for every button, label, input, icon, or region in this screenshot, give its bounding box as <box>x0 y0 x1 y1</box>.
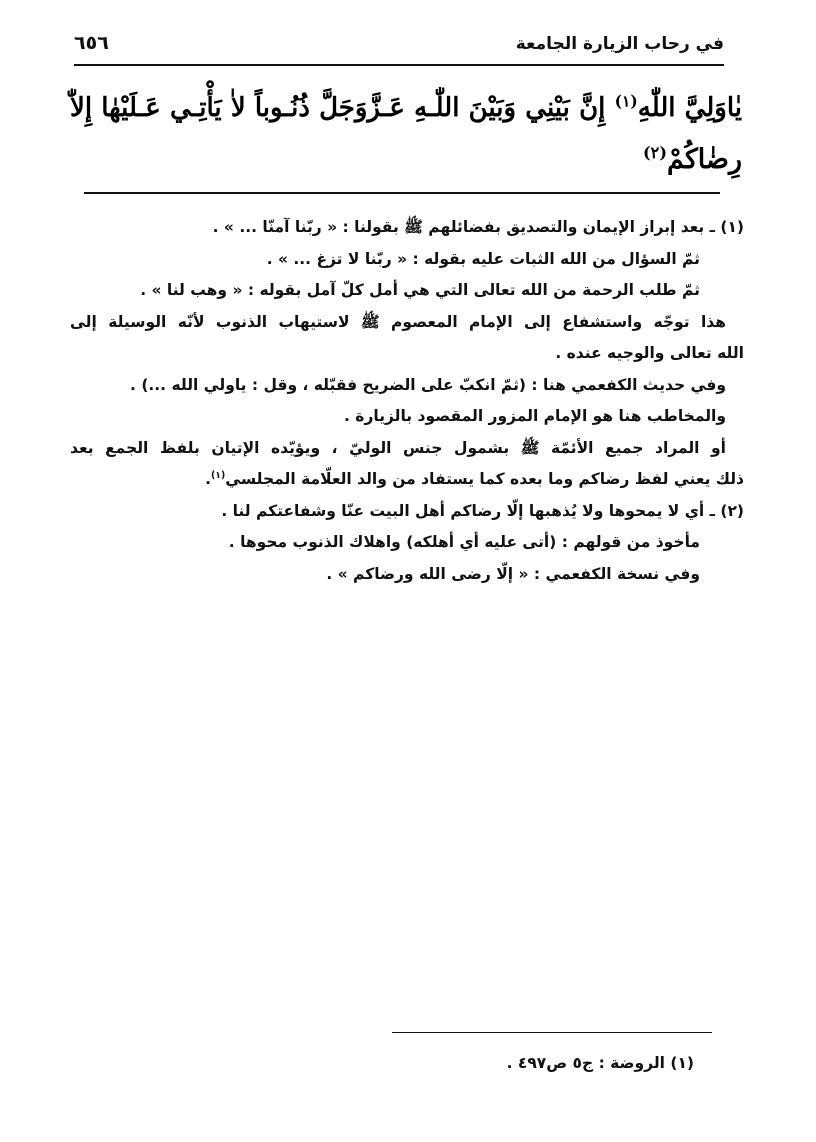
note-line <box>70 433 744 465</box>
note-line-tail: . <box>205 470 212 488</box>
commentary-notes <box>70 212 744 590</box>
footnote: (١) الروضة : ج٥ ص٤٩٧ . <box>506 1054 694 1072</box>
verse-line-1-rest: إِنَّ بَيْنِي وَبَيْنَ اللّٰـهِ عَـزَّوَجَلَّ ذُنُـوباً لاٰ يَأْتِـي عَـلَيْهٰا إِلاّٰ <box>70 93 615 123</box>
verse-line-2-text: رِضٰاكُمْ <box>666 144 742 175</box>
note-line-text: وفي نسخة الكفعمي : « إلّا رضى الله ورضاكم » . <box>326 564 700 583</box>
note-line-text: مأخوذ من قولهم : (أتى عليه أي أهلكه) واهلاك الذنوب محوها . <box>228 533 700 551</box>
note-line-text: (١) ـ بعد إبراز الإيمان والتصديق بفضائلهم ﷺ بقولنا : « ربّنا آمنّا ... » . <box>212 218 744 236</box>
note-line <box>70 464 744 496</box>
note-line-text: هذا توجّه واستشفاع إلى الإمام المعصوم ﷺ لاستيهاب الذنوب لأنّه الوسيلة إلى <box>70 312 726 331</box>
verse-mark-2: (٢) <box>642 143 667 162</box>
note-line <box>70 244 744 276</box>
note-line-text: ثمّ طلب الرحمة من الله تعالى التي هي أمل كلّ آمل بقوله : « وهب لنا » . <box>140 281 700 299</box>
ziyarah-verse <box>70 82 742 186</box>
footnote-divider <box>392 1032 712 1033</box>
note-line <box>70 496 744 528</box>
verse-line-1 <box>70 82 742 134</box>
verse-line-2 <box>70 134 742 186</box>
note-line <box>70 401 744 433</box>
verse-divider <box>84 192 720 194</box>
verse-mark-1: (١) <box>614 91 638 111</box>
note-line-text: ذلك يعني لفظ رضاكم وما بعده كما يستفاد من والد العلّامة المجلسي <box>225 470 744 488</box>
note-line <box>70 212 744 244</box>
note-line <box>70 338 744 370</box>
verse-line-1-start: يٰاوَلِيَّ اللّٰهِ <box>637 93 742 123</box>
note-line-text: (٢) ـ أي لا يمحوها ولا يُذهبها إلّا رضاكم أهل البيت عنّا وشفاعتكم لنا . <box>221 501 744 520</box>
note-line-text: أو المراد جميع الأئمّة ﷺ بشمول جنس الوليّ ، ويؤيّده الإتيان بلفظ الجمع بعد <box>70 438 726 457</box>
page-number: ٦٥٦ <box>74 32 109 54</box>
running-title: في رحاب الزيارة الجامعة <box>515 34 724 54</box>
note-line-text: الله تعالى والوجيه عنده . <box>555 344 744 362</box>
note-line-text: والمخاطب هنا هو الإمام المزور المقصود بالزيارة . <box>344 407 726 425</box>
note-line <box>70 370 744 402</box>
note-line <box>70 275 744 307</box>
note-line <box>70 527 744 559</box>
note-line <box>70 559 744 591</box>
note-line <box>70 307 744 339</box>
page-header <box>74 30 724 66</box>
note-line-text: ثمّ السؤال من الله الثبات عليه بقوله : « ربّنا لا تزغ ... » . <box>266 249 700 268</box>
note-line-text: وفي حديث الكفعمي هنا : (ثمّ انكبّ على الضريح فقبّله ، وقل : ياولي الله ...) . <box>130 375 726 394</box>
footnote-ref-mark: (١) <box>211 469 226 481</box>
